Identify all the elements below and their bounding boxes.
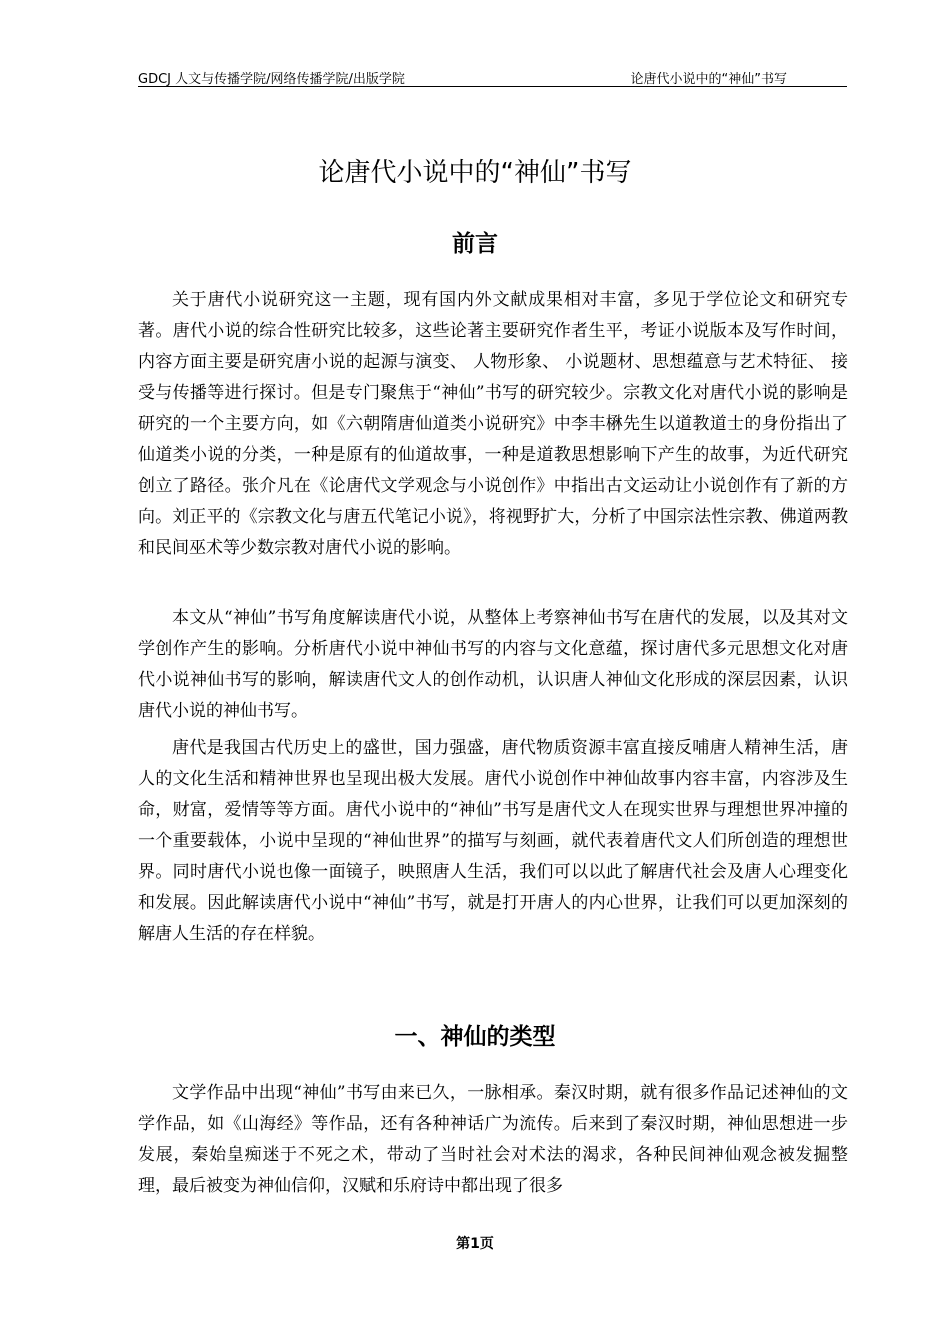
preface-paragraph-1: 关于唐代小说研究这一主题，现有国内外文献成果相对丰富，多见于学位论文和研究专著。唐代小说的综合性研究比较多，这些论著主要研究作者生平，考证小说版本及写作时间，内容方面主要是研究唐小说的起源与演变、 人物形象、 小说题材、思想蕴意与艺术特征、 接受与传播等进行探讨。但是专门聚焦于“神仙”书写的研究较少。宗教文化对唐代小说的影响是研究的一个主要方向，如《六朝隋唐仙道类小说研究》中李丰楙先生以道教道士的身份指出了仙道类小说的分类，一种是原有的仙道故事，一种是道教思想影响下产生的故事，为近代研究创立了路径。张介凡在《论唐代文学观念与小说创作》中指出古文运动让小说创作有了新的方向。刘正平的《宗教文化与唐五代笔记小说》，将视野扩大，分析了中国宗法性宗教、佛道两教和民间巫术等少数宗教对唐代小说的影响。	[138, 290, 848, 558]
document-title: 论唐代小说中的“神仙”书写	[318, 158, 632, 188]
header-institution: GDCJ 人文与传播学院/网络传播学院/出版学院	[138, 72, 405, 87]
preface-paragraph-2: 本文从“神仙”书写角度解读唐代小说，从整体上考察神仙书写在唐代的发展，以及其对文学创作产生的影响。分析唐代小说中神仙书写的内容与文化意蕴，探讨唐代多元思想文化对唐代小说神仙书写的影响，解读唐代文人的创作动机，认识唐人神仙文化形成的深层因素，认识唐代小说的神仙书写。	[138, 608, 848, 721]
section-heading-preface: 前言	[452, 231, 498, 257]
header-paper-title: 论唐代小说中的“神仙”书写	[630, 72, 787, 87]
page-header	[138, 66, 847, 87]
section-heading-types: 一、神仙的类型	[394, 1024, 556, 1050]
page-number: 第1页	[456, 1236, 494, 1252]
preface-paragraph-3: 唐代是我国古代历史上的盛世，国力强盛，唐代物质资源丰富直接反哺唐人精神生活，唐人的文化生活和精神世界也呈现出极大发展。唐代小说创作中神仙故事内容丰富，内容涉及生命，财富，爱情等等方面。唐代小说中的“神仙”书写是唐代文人在现实世界与理想世界冲撞的一个重要载体，小说中呈现的“神仙世界”的描写与刻画，就代表着唐代文人们所创造的理想世界。同时唐代小说也像一面镜子，映照唐人生活，我们可以以此了解唐代社会及唐人心理变化和发展。因此解读唐代小说中“神仙”书写，就是打开唐人的内心世界，让我们可以更加深刻的解唐人生活的存在样貌。	[138, 738, 848, 944]
types-paragraph-1: 文学作品中出现“神仙”书写由来已久，一脉相承。秦汉时期，就有很多作品记述神仙的文学作品，如《山海经》等作品，还有各种神话广为流传。后来到了秦汉时期，神仙思想进一步发展，秦始皇痴迷于不死之术，带动了当时社会对术法的渴求，各种民间神仙观念被发掘整理，最后被变为神仙信仰，汉赋和乐府诗中都出现了很多	[138, 1083, 848, 1196]
